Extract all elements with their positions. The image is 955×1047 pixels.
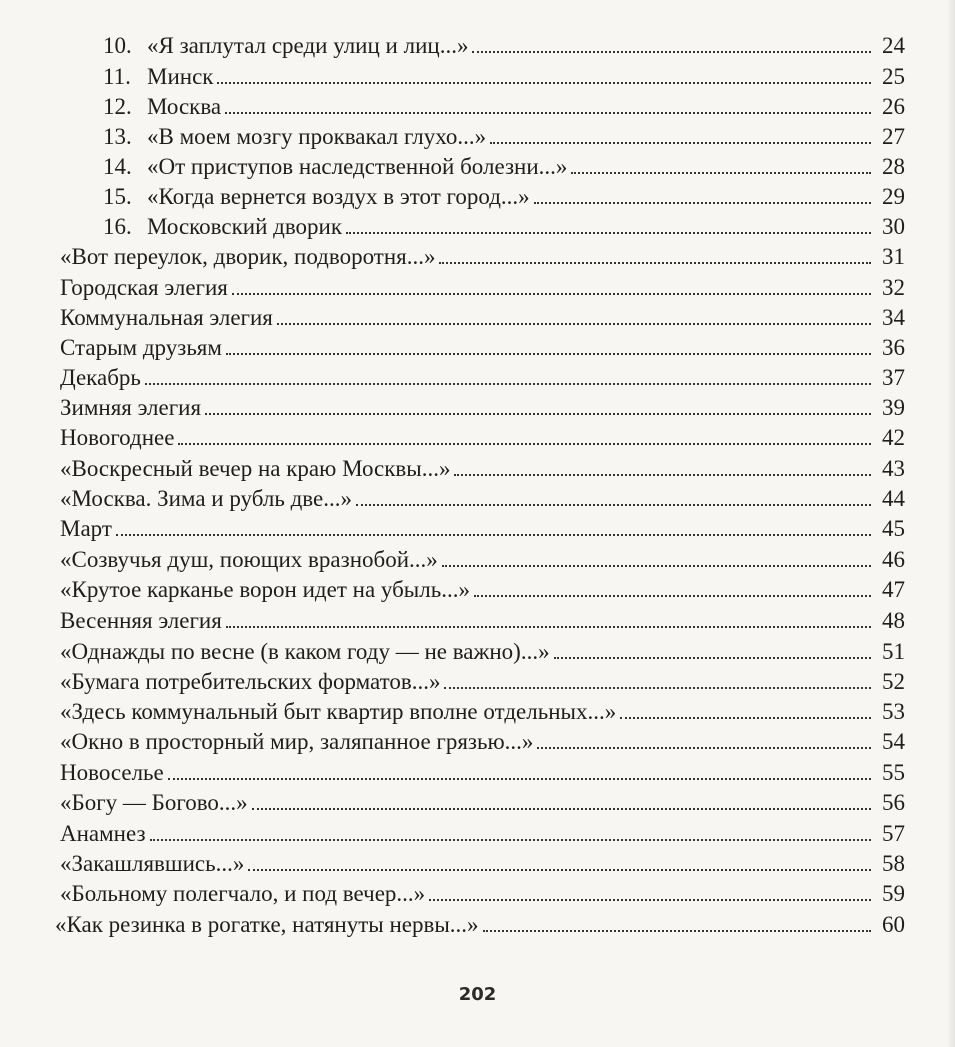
dot-leader [168,778,871,780]
toc-entry [60,483,905,513]
entry-title: «Вот переулок, дворик, подворотня...» [60,244,436,269]
entry-title: Городская элегия [60,275,228,300]
entry-page: 26 [882,94,905,119]
dot-leader [442,565,871,567]
toc-entry [60,241,905,271]
entry-page: 57 [882,821,905,846]
toc-entry [60,666,905,696]
dot-leader [472,51,871,53]
entry-title: «Воскресный вечер на краю Москвы...» [60,456,451,481]
entry-page: 32 [882,275,905,300]
dot-leader [116,534,871,536]
dot-leader [248,869,871,871]
dot-leader [178,443,871,445]
toc-entry [60,544,905,574]
dot-leader [534,202,871,204]
dot-leader [205,413,871,415]
toc-entry [60,605,905,635]
entry-page: 37 [882,365,905,390]
entry-title: Москва [147,94,222,119]
entry-title: Коммунальная элегия [60,305,273,330]
dot-leader [454,474,871,476]
toc-entry [60,453,905,483]
entry-page: 60 [882,912,905,937]
entry-title: «Закашлявшись...» [60,851,245,876]
entry-title: Зимняя элегия [60,395,202,420]
toc-entry [60,878,905,908]
entry-title: «Москва. Зима и рубль две...» [60,486,352,511]
entry-title: «Как резинка в рогатке, натянуты нервы...» [55,912,479,937]
entry-page: 45 [882,516,905,541]
toc-sub-entry [103,30,905,60]
toc-entry [60,272,905,302]
entry-title: «Окно в просторный мир, заляпанное грязью...» [60,729,534,754]
entry-page: 46 [882,547,905,572]
entry-title: «От приступов наследственной болезни...» [147,154,568,179]
dot-leader [252,808,871,810]
dot-leader [277,323,871,325]
entry-title: «Богу — Богово...» [60,790,248,815]
entry-title: Новоселье [60,760,164,785]
toc-sub-entry [103,61,905,91]
entry-number: 16. [103,214,132,239]
entry-page: 58 [882,851,905,876]
entry-title: «Бумага потребительских форматов...» [60,669,441,694]
entry-page: 47 [882,577,905,602]
entry-page: 25 [882,64,905,89]
dot-leader [439,262,871,264]
entry-page: 27 [882,124,905,149]
dot-leader [150,839,871,841]
entry-page: 53 [882,699,905,724]
toc-sub-entry [103,211,905,241]
entry-title: Новогоднее [60,425,175,450]
entry-title: Анамнез [60,821,146,846]
entry-page: 55 [882,760,905,785]
entry-page: 34 [882,305,905,330]
entry-page: 52 [882,669,905,694]
dot-leader [145,383,871,385]
dot-leader [474,595,871,597]
entry-page: 28 [882,154,905,179]
toc-entry [60,392,905,422]
toc-entry [60,726,905,756]
entry-page: 39 [882,395,905,420]
entry-number: 15. [103,184,132,209]
toc-entry [60,302,905,332]
entry-title: Весенняя элегия [60,608,222,633]
entry-title: «Когда вернется воздух в этот город...» [147,184,530,209]
entry-page: 36 [882,335,905,360]
dot-leader [232,293,871,295]
dot-leader [226,353,871,355]
dot-leader [554,657,871,659]
toc-entry [60,818,905,848]
entry-title: «Крутое карканье ворон идет на убыль...» [60,577,470,602]
toc-sub-entry [103,151,905,181]
toc-entry [60,574,905,604]
toc-entry [60,513,905,543]
page-number: 202 [458,984,497,1005]
entry-page: 54 [882,729,905,754]
entry-title: Минск [147,64,214,89]
toc-entry [60,848,905,878]
entry-title: «Созвучья душ, поющих вразнобой...» [60,547,438,572]
dot-leader [346,232,871,234]
toc-entry [60,696,905,726]
dot-leader [537,747,871,749]
entry-title: «В моем мозгу проквакал глухо...» [147,124,487,149]
entry-title: Старым друзьям [60,335,222,360]
entry-page: 56 [882,790,905,815]
toc-entry [60,422,905,452]
dot-leader [217,82,871,84]
toc-entry [60,362,905,392]
dot-leader [429,899,871,901]
entry-page: 24 [882,33,905,58]
entry-page: 59 [882,881,905,906]
entry-title: Московский дворик [147,214,343,239]
toc-sub-entry [103,181,905,211]
entry-page: 30 [882,214,905,239]
dot-leader [620,717,871,719]
entry-page: 51 [882,639,905,664]
entry-title: Декабрь [60,365,141,390]
dot-leader [225,112,871,114]
entry-page: 29 [882,184,905,209]
toc-entry [60,757,905,787]
toc-entry [60,636,905,666]
entry-page: 48 [882,608,905,633]
dot-leader [356,504,871,506]
entry-number: 10. [103,33,132,58]
dot-leader [571,172,871,174]
entry-title: «Я заплутал среди улиц и лиц...» [147,33,469,58]
entry-number: 14. [103,154,132,179]
entry-title: «Здесь коммунальный быт квартир вполне отдельных...» [60,699,617,724]
entry-page: 42 [882,425,905,450]
toc-entry [60,332,905,362]
dot-leader [226,626,871,628]
entry-title: Март [60,516,112,541]
toc-sub-entry [103,121,905,151]
entry-page: 44 [882,486,905,511]
entry-number: 11. [103,64,131,89]
dot-leader [490,142,871,144]
toc-entry [55,909,905,939]
dot-leader [483,930,871,932]
toc-entry [60,787,905,817]
entry-page: 43 [882,456,905,481]
entry-page: 31 [882,244,905,269]
entry-number: 13. [103,124,132,149]
page-edge-shadow [947,0,955,1047]
entry-title: «Однажды по весне (в каком году — не важно)...» [60,639,550,664]
entry-title: «Больному полегчало, и под вечер...» [60,881,426,906]
dot-leader [444,687,871,689]
entry-number: 12. [103,94,132,119]
toc-sub-entry [103,91,905,121]
